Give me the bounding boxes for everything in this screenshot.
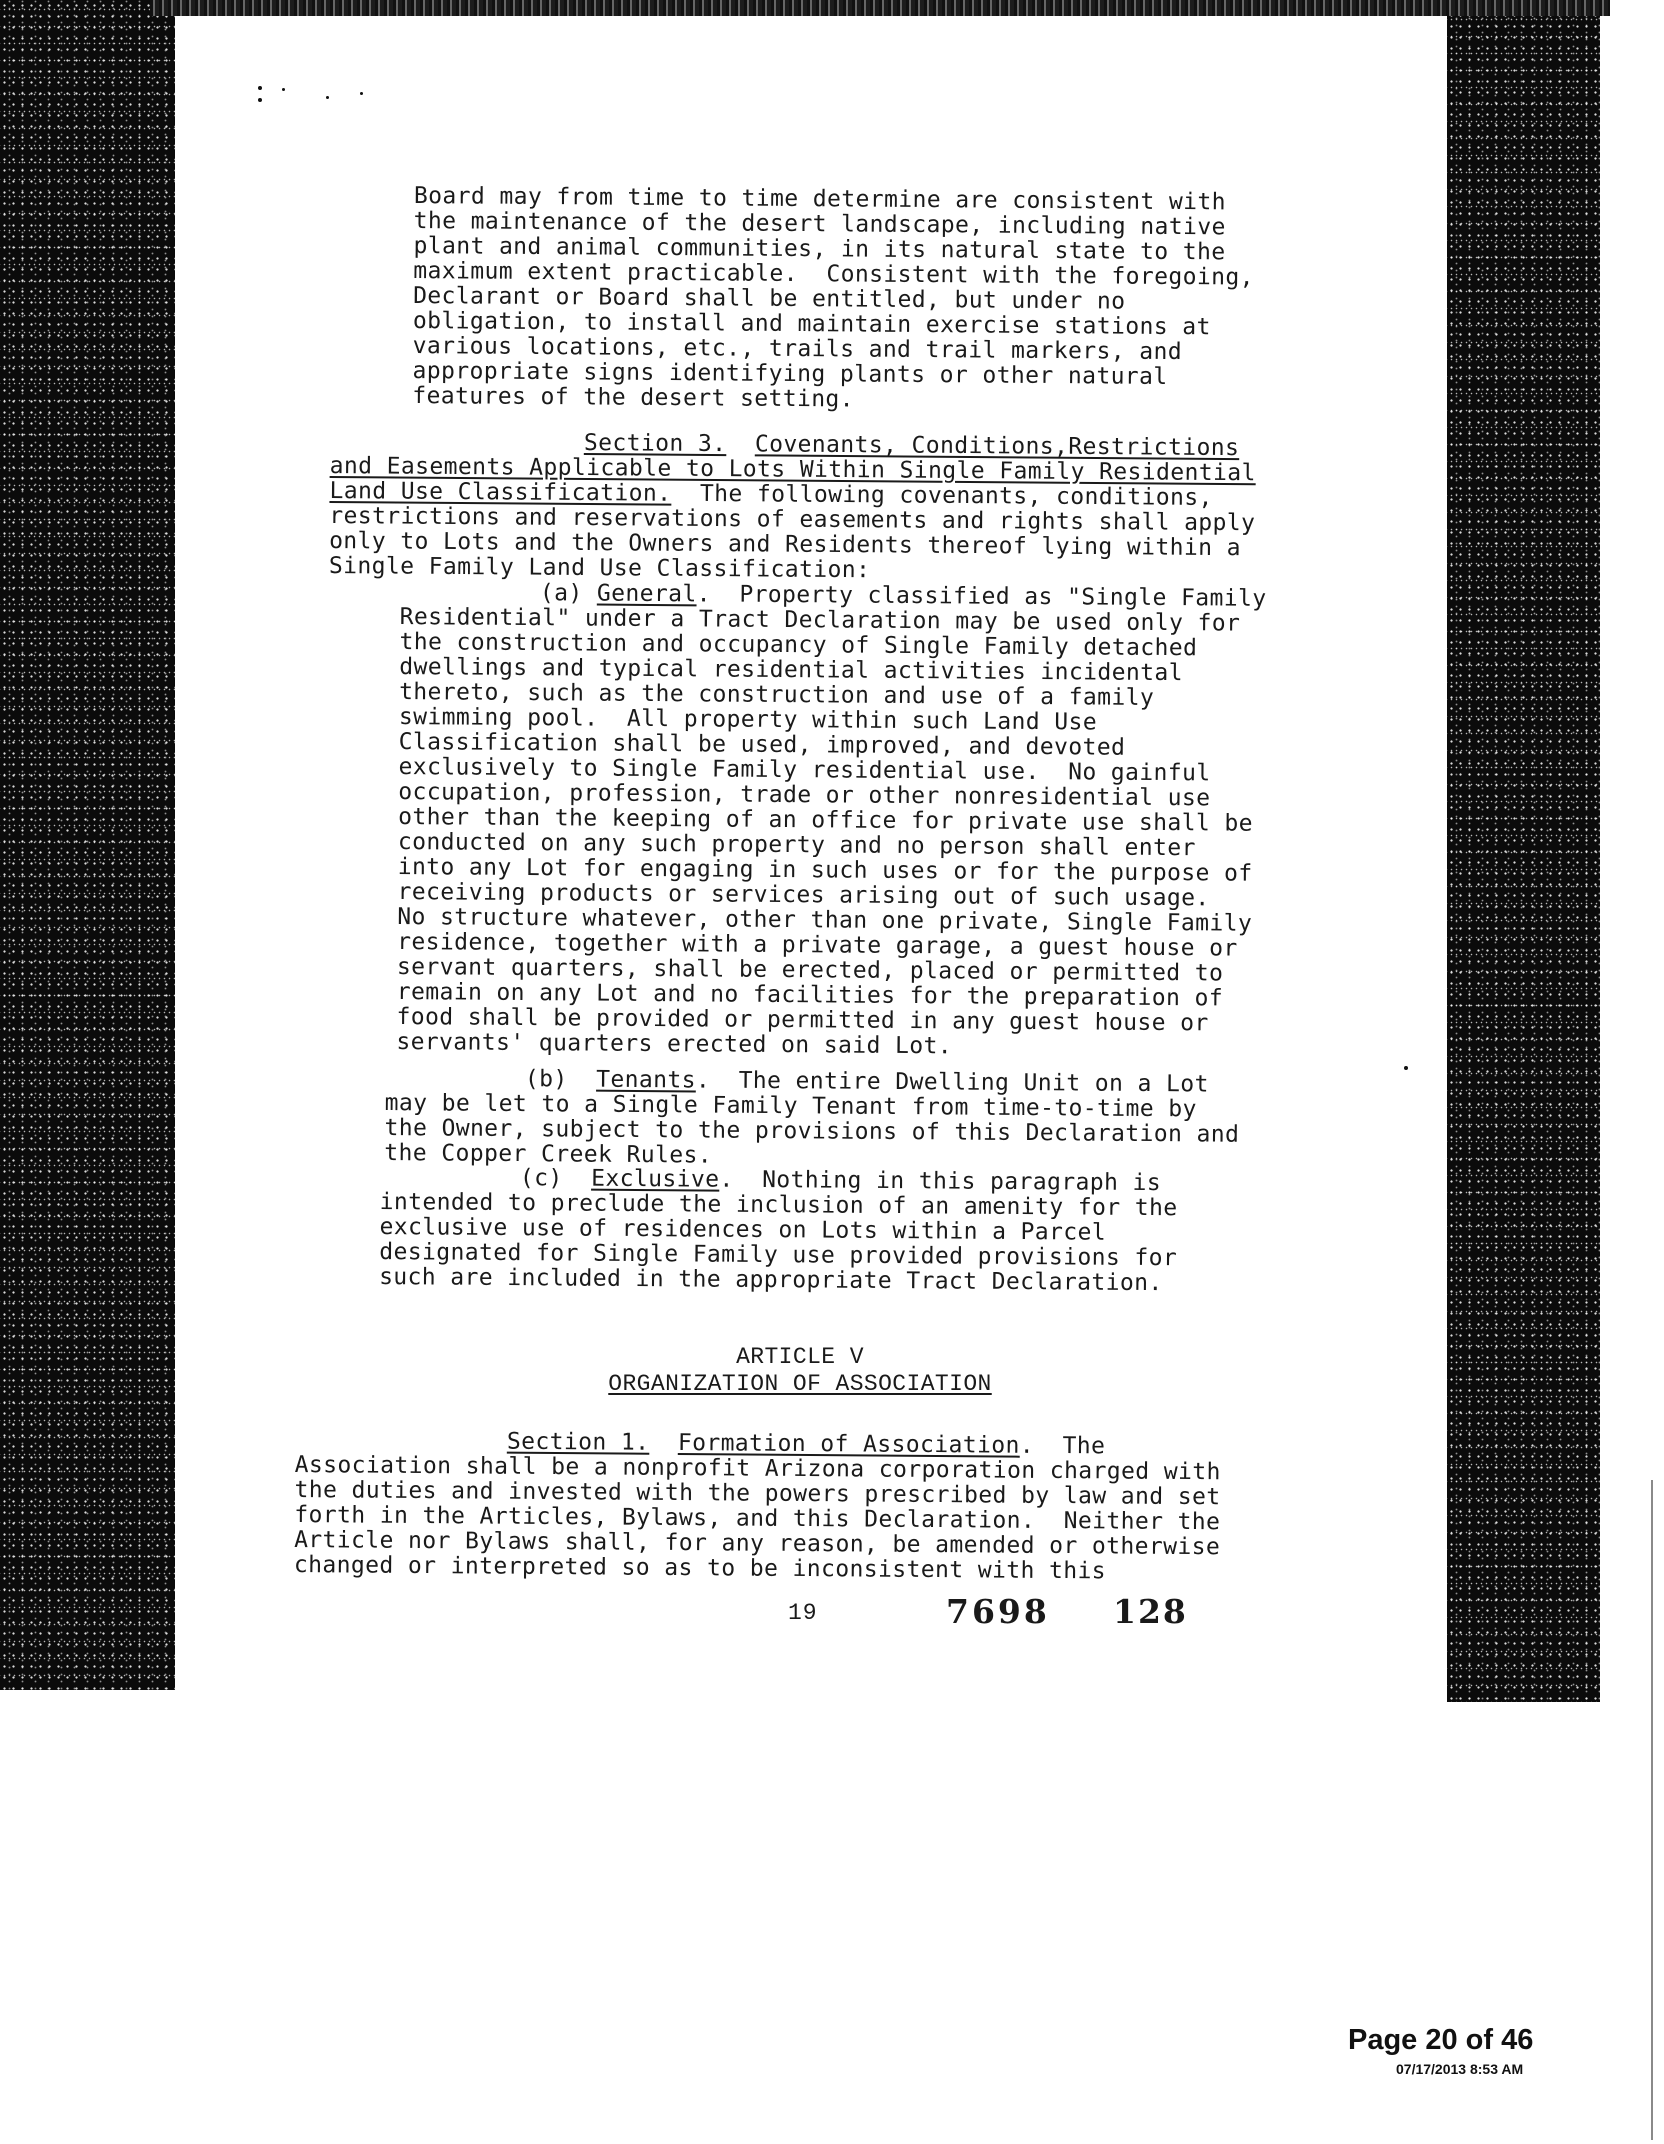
general-marker: (a) — [539, 580, 598, 607]
scan-speck — [360, 92, 363, 95]
section-1-label: Section 1. — [506, 1428, 650, 1456]
recording-book-number: 7698 — [946, 1592, 1050, 1631]
scan-speck — [326, 96, 329, 99]
exclusive-text: intended to preclude the inclusion of an amenity for the exclusive use of residences on Lots within a Parcel designated for Single Family use provided provisions for such are included in the appropriate Tract Declaration. — [379, 1188, 1178, 1297]
tenants-text: may be let to a Single Family Tenant from time-to-time by the Owner, subject to the provisions of this Declaration and the Copper Creek Rules. — [384, 1089, 1240, 1169]
scan-border-left — [0, 0, 175, 1690]
section-3-text-start: The following covenants, conditions, — [671, 480, 1213, 511]
section-3-label: Section 3. — [583, 429, 727, 458]
scan-speck — [1404, 1066, 1408, 1070]
article-title: ORGANIZATION OF ASSOCIATION — [608, 1371, 992, 1397]
tenants-first-line: . The entire Dwelling Unit on a Lot — [695, 1067, 1209, 1098]
section-1-paragraph — [294, 1428, 1221, 1585]
section-1-first-line: . The — [1019, 1432, 1106, 1460]
exclusive-first-line: . Nothing in this paragraph is — [719, 1166, 1162, 1197]
subsection-tenants — [384, 1066, 1240, 1173]
section-1-text: Association shall be a nonprofit Arizona corporation charged with the duties and invested with the powers prescribed by law and set forth in the Articles, Bylaws, and this Declaration. Neither the Article nor Bylaws shall, for any reason, be amended or otherwise changed or interpreted so as to be inconsistent with this — [293, 1451, 1221, 1585]
section-1-title: Formation of Association — [677, 1430, 1020, 1459]
scan-border-right — [1447, 10, 1600, 1702]
article-heading: ARTICLE V — [736, 1344, 864, 1370]
general-first-line: . Property classified as "Single Family — [696, 581, 1267, 612]
scan-border-top — [150, 0, 1610, 16]
scan-edge-line — [1651, 1480, 1653, 2140]
general-text: Residential" under a Tract Declaration may be used only for the construction and occupancy of Single Family detached dwellings and typical residential activities incidental thereto, such as the construction and use of a family swimming pool. All property within such Land Use Classification shall be used, improved, and devoted exclusively to Single Family residential use. No gainful occupation, profession, trade or other nonresidential use other than the keeping of an office for private use shall be conducted on any such property and no person shall enter into any Lot for engaging in such uses or for the purpose of receiving products or services arising out of such usage. No structure whatever, other than one private, Single Family residence, together with a private garage, a guest house or servant quarters, shall be erected, placed or permitted to remain on any Lot and no facilities for the preparation of food shall be provided or permitted in any guest house or servants' quarters erected on said Lot. — [396, 603, 1254, 1060]
section-3-text: restrictions and reservations of easements and rights shall apply only to Lots and the Owners and Residents thereof lying within a Single Family Land Use Classification: — [328, 502, 1256, 584]
scan-speck — [258, 86, 262, 90]
paragraph-desert-landscape: Board may from time to time determine are consistent with the maintenance of the desert landscape, including native plant and animal communities, in its natural state to the maximum extent practicable. Consistent with the foregoing, Declarant or Board shall be entitled, but under no obligation, to install and maintain exercise stations at various locations, etc., trails and trail markers, and appropriate signs identifying plants or other natural features of the desert setting. — [412, 183, 1254, 413]
section-3-title-line2: and Easements Applicable to Lots Within Single Family Residential — [329, 452, 1256, 487]
section-3-title: Covenants, Conditions,Restrictions — [754, 431, 1240, 462]
section-3-paragraph — [329, 429, 1256, 586]
page-counter: Page 20 of 46 — [1348, 2024, 1534, 2056]
exclusive-marker: (c) — [519, 1165, 592, 1192]
exclusive-title: Exclusive — [591, 1165, 720, 1193]
scan-speck — [258, 98, 262, 102]
tenants-marker: (b) — [524, 1066, 597, 1093]
recording-page-number: 128 — [1113, 1592, 1188, 1631]
printed-page-number: 19 — [788, 1600, 818, 1626]
section-3-title-line3: Land Use Classification. — [329, 477, 672, 507]
subsection-general — [396, 580, 1266, 1062]
print-timestamp: 07/17/2013 8:53 AM — [1396, 2061, 1524, 2077]
general-title: General — [596, 580, 697, 608]
subsection-exclusive — [379, 1165, 1178, 1296]
tenants-title: Tenants — [596, 1066, 696, 1094]
scan-speck — [282, 88, 285, 91]
